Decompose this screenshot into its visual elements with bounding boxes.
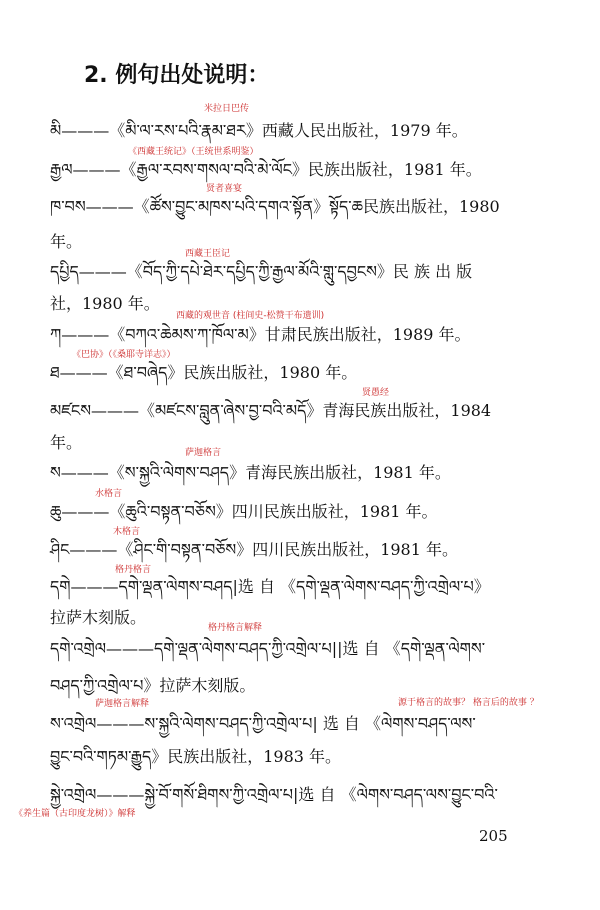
- annotation-note: 格丹格言: [115, 565, 152, 575]
- entry-line-12-cont: བཤད་ཀྱི་འགྲེལ་པ》拉萨木刻版。: [50, 676, 256, 695]
- annotation-note: 源于格言的故事？ 格言后的故事 ？: [398, 698, 539, 708]
- entry-line-11-cont: 拉萨木刻版。: [50, 608, 147, 627]
- entry-line-6: ཐ———《ཐ་བཞེད》民族出版社，1980 年。: [50, 363, 358, 382]
- annotation-note: 《巴协》（《桑耶寺详志》）: [72, 350, 176, 360]
- entry-line-4: དཔྱིད———《བོད་ཀྱི་དཔེ་ཐེར་དཔྱིད་ཀྱི་རྒྱལ་མོའི་གླུ་དབྱངས》民 族 出 版: [50, 262, 473, 281]
- annotation-note: 西藏王臣记: [185, 249, 231, 259]
- annotation-note: 《养生篇（古印度龙树）》解释: [14, 809, 136, 819]
- annotation-note: 贤愚经: [362, 388, 390, 398]
- entry-line-13: ས་འགྲེལ———ས་སྐྱའི་ལེགས་བཤད་ཀྱི་འགྲེལ་པ| 选 自 《ལེགས་བཤད་ལས་: [50, 714, 476, 733]
- entry-line-2: རྒྱལ———《རྒྱལ་རབས་གསལ་བའི་མེ་ལོང》民族出版社，1981 年。: [50, 160, 482, 179]
- entry-line-11: དགེ———དགེ་ལྡན་ལེགས་བཤད|选 自 《དགེ་ལྡན་ལེགས་བཤད་ཀྱི་འགྲེལ་པ》: [50, 577, 490, 596]
- entry-line-9: ཆུ———《ཆུའི་བསྟན་བཅོས》四川民族出版社，1981 年。: [50, 502, 438, 521]
- entry-line-5: ཀ———《བཀའ་ཆེམས་ཀ་ཁོལ་མ》甘肃民族出版社，1989 年。: [50, 325, 471, 344]
- entry-line-10: ཤིང———《ཤིང་གི་བསྟན་བཅོས》四川民族出版社，1981 年。: [50, 540, 458, 559]
- entry-line-13-cont: བྱུང་བའི་གཏམ་རྒྱུད》民族出版社，1983 年。: [50, 747, 342, 766]
- entry-line-8: ས———《ས་སྐྱའི་ལེགས་བཤད》青海民族出版社，1981 年。: [50, 463, 451, 482]
- annotation-note: 贤者喜宴: [206, 184, 243, 194]
- page-number: 205: [479, 827, 508, 845]
- annotation-note: 萨迦格言: [185, 448, 222, 458]
- annotation-note: 西藏的观世音 (柱间史-松赞干布遗训): [176, 311, 325, 321]
- entry-line-4-cont: 社，1980 年。: [50, 294, 160, 313]
- annotation-note: 《西藏王统记》（王统世系明鉴）: [128, 147, 259, 157]
- section-heading: 2. 例句出处说明：: [84, 63, 270, 88]
- entry-line-14: སྐྱེ་འགྲེལ———སྐྱེ་བོ་གསོ་ཐིགས་ཀྱི་འགྲེལ་པ|选 自 《ལེགས་བཤད་ལས་བྱུང་བའི་: [50, 785, 498, 804]
- annotation-note: 水格言: [95, 489, 123, 499]
- annotation-note: 萨迦格言解释: [95, 699, 150, 709]
- entry-line-3-cont: 年。: [50, 232, 83, 251]
- annotation-note: 木格言: [113, 527, 141, 537]
- entry-line-3: ཁ་བས———《ཚོས་བྱུང་མཁས་པའི་དགའ་སྟོན》སྟོད་ཆ民族出版社，1980: [50, 197, 500, 216]
- annotation-note: 格丹格言解释: [208, 623, 263, 633]
- entry-line-7: མཛངས———《མཛངས་བླུན་ཞེས་བྱ་བའི་མདོ》青海民族出版社，1984: [50, 401, 492, 420]
- entry-line-12: དགེ་འགྲེལ———དགེ་ལྡན་ལེགས་བཤད་ཀྱི་འགྲེལ་པ||选 自 《དགེ་ལྡན་ལེགས་: [50, 639, 486, 658]
- annotation-note: 米拉日巴传: [204, 104, 250, 114]
- entry-line-7-cont: 年。: [50, 433, 83, 452]
- entry-line-1: མི———《མི་ལ་རས་པའི་རྣམ་ཐར》西藏人民出版社，1979 年。: [50, 121, 468, 140]
